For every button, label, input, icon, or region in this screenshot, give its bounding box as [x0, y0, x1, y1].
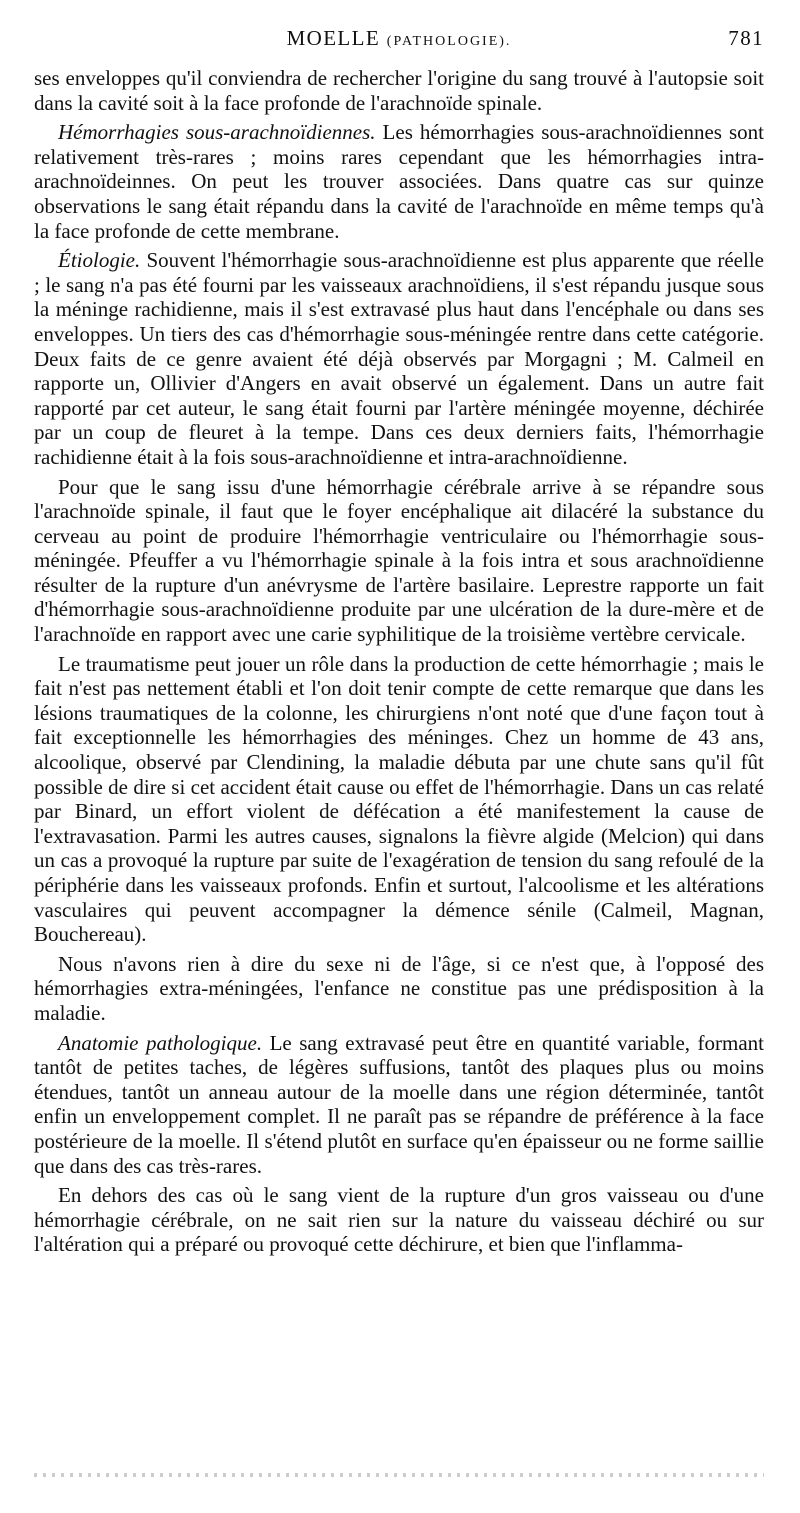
section-heading: Anatomie pathologique. — [58, 1030, 263, 1055]
paragraph-text: Pour que le sang issu d'une hémorrhagie cérébrale arrive à se répandre sous l'arachnoïde spinale, il faut que le foyer encéphalique ait dilacéré la substance du cerveau au point de produire l'hémorrhagie ventriculaire ou l'hémorrhagie sous-méningée. Pfeuffer a vu l'hémorrhagie spinale à la fois intra et sous arachnoïdienne résulter de la rupture d'un anévrysme de l'artère basilaire. Leprestre rapporte un fait d'hémorrhagie sous-arachnoïdienne produite par une ulcération de la dure-mère et de l'arachnoïde en rapport avec une carie syphilitique de la troisième vertèbre cervicale. — [34, 474, 764, 647]
paragraph-traumatisme — [34, 652, 764, 947]
scan-artifact — [34, 1473, 764, 1477]
running-title — [34, 26, 764, 51]
page-body — [34, 66, 764, 1262]
paragraph-text: Le sang extravasé peut être en quantité variable, formant tantôt de petites taches, de légères suffusions, tantôt des plaques plus ou moins étendues, tantôt un anneau autour de la moelle dans une région déterminée, tantôt enfin un enveloppement complet. Il ne paraît pas se répandre de préférence à la face postérieure de la moelle. Il s'étend plutôt en surface qu'en épaisseur ou ne forme saillie que dans des cas très-rares. — [34, 1030, 765, 1178]
paragraph-anatomie — [34, 1031, 764, 1179]
paragraph-continuation — [34, 66, 764, 115]
section-heading: Hémorrhagies sous-arachnoïdiennes. — [58, 120, 376, 145]
paragraph-hemorrhagies — [34, 120, 764, 243]
page-number: 781 — [728, 26, 764, 50]
paragraph-text: Les hémorrhagies sous-arachnoïdiennes sont relativement très-rares ; moins rares cependant que les hémorrhagies intra-arachnoïdeinnes. On peut les trouver associées. Dans quatre cas sur quinze observations le sang était répandu dans la cavité de l'arachnoïde en même temps qu'à la face profonde de cette membrane. — [34, 120, 764, 243]
section-heading: Étiologie. — [58, 248, 141, 273]
paragraph-etiologie — [34, 248, 764, 469]
paragraph-text: En dehors des cas où le sang vient de la rupture d'un gros vaisseau ou d'une hémorrhagie cérébrale, on ne sait rien sur la nature du vaisseau déchiré ou sur l'altération qui a préparé ou provoqué cette déchirure, et bien que l'inflamma- — [34, 1183, 764, 1257]
running-header — [34, 26, 764, 58]
running-title-main: MOELLE — [286, 26, 381, 50]
paragraph-text: Le traumatisme peut jouer un rôle dans la production de cette hémorrhagie ; mais le fait n'est pas nettement établi et l'on doit tenir compte de cette remarque que dans les lésions traumatiques de la colonne, les chirurgiens n'ont noté que d'une façon tout à fait exceptionnelle les hémorrhagies des méninges. Chez un homme de 43 ans, alcoolique, observé par Clendining, la maladie débuta par une chute sans qu'il fût possible de dire si cet accident était cause ou effet de l'hémorrhagie. Dans un cas relaté par Binard, un effort violent de défécation a été manifestement la cause de l'extravasation. Parmi les autres causes, signalons la fièvre algide (Melcion) qui dans un cas a provoqué la rupture par suite de l'exagération de tension du sang refoulé de la périphérie dans les vaisseaux profonds. Enfin et surtout, l'alcoolisme et les altérations vasculaires qui peuvent accompagner la démence sénile (Calmeil, Magnan, Bouchereau). — [34, 651, 764, 947]
paragraph-text: ses enveloppes qu'il conviendra de rechercher l'origine du sang trouvé à l'autopsie soit dans la cavité soit à la face profonde de l'arachnoïde spinale. — [34, 66, 764, 115]
running-title-sub: (PATHOLOGIE). — [386, 34, 512, 49]
paragraph-text: Nous n'avons rien à dire du sexe ni de l'âge, si ce n'est que, à l'opposé des hémorrhagies extra-méningées, l'enfance ne constitue pas une prédisposition à la maladie. — [34, 951, 764, 1025]
paragraph-hemorrhagie-cerebrale — [34, 475, 764, 647]
paragraph-text: Souvent l'hémorrhagie sous-arachnoïdienne est plus apparente que réelle ; le sang n'a pas été fourni par les vaisseaux arachnoïdiens, il s'est répandu jusque sous la méninge rachidienne, mais il s'est extravasé plus haut dans l'encéphale ou dans ses enveloppes. Un tiers des cas d'hémorrhagie sous-méningée rentre dans cette catégorie. Deux faits de ce genre avaient été déjà observés par Morgagni ; M. Calmeil en rapporte un, Ollivier d'Angers en avait observé un également. Dans un autre fait rapporté par cet auteur, le sang était fourni par l'artère méningée moyenne, déchirée par un coup de fleuret à la tempe. Dans ces deux derniers faits, l'hémorrhagie rachidienne était à la fois sous-arachnoïdienne et intra-arachnoïdienne. — [34, 248, 764, 469]
paragraph-sexe-age — [34, 952, 764, 1026]
paragraph-en-dehors — [34, 1183, 764, 1257]
